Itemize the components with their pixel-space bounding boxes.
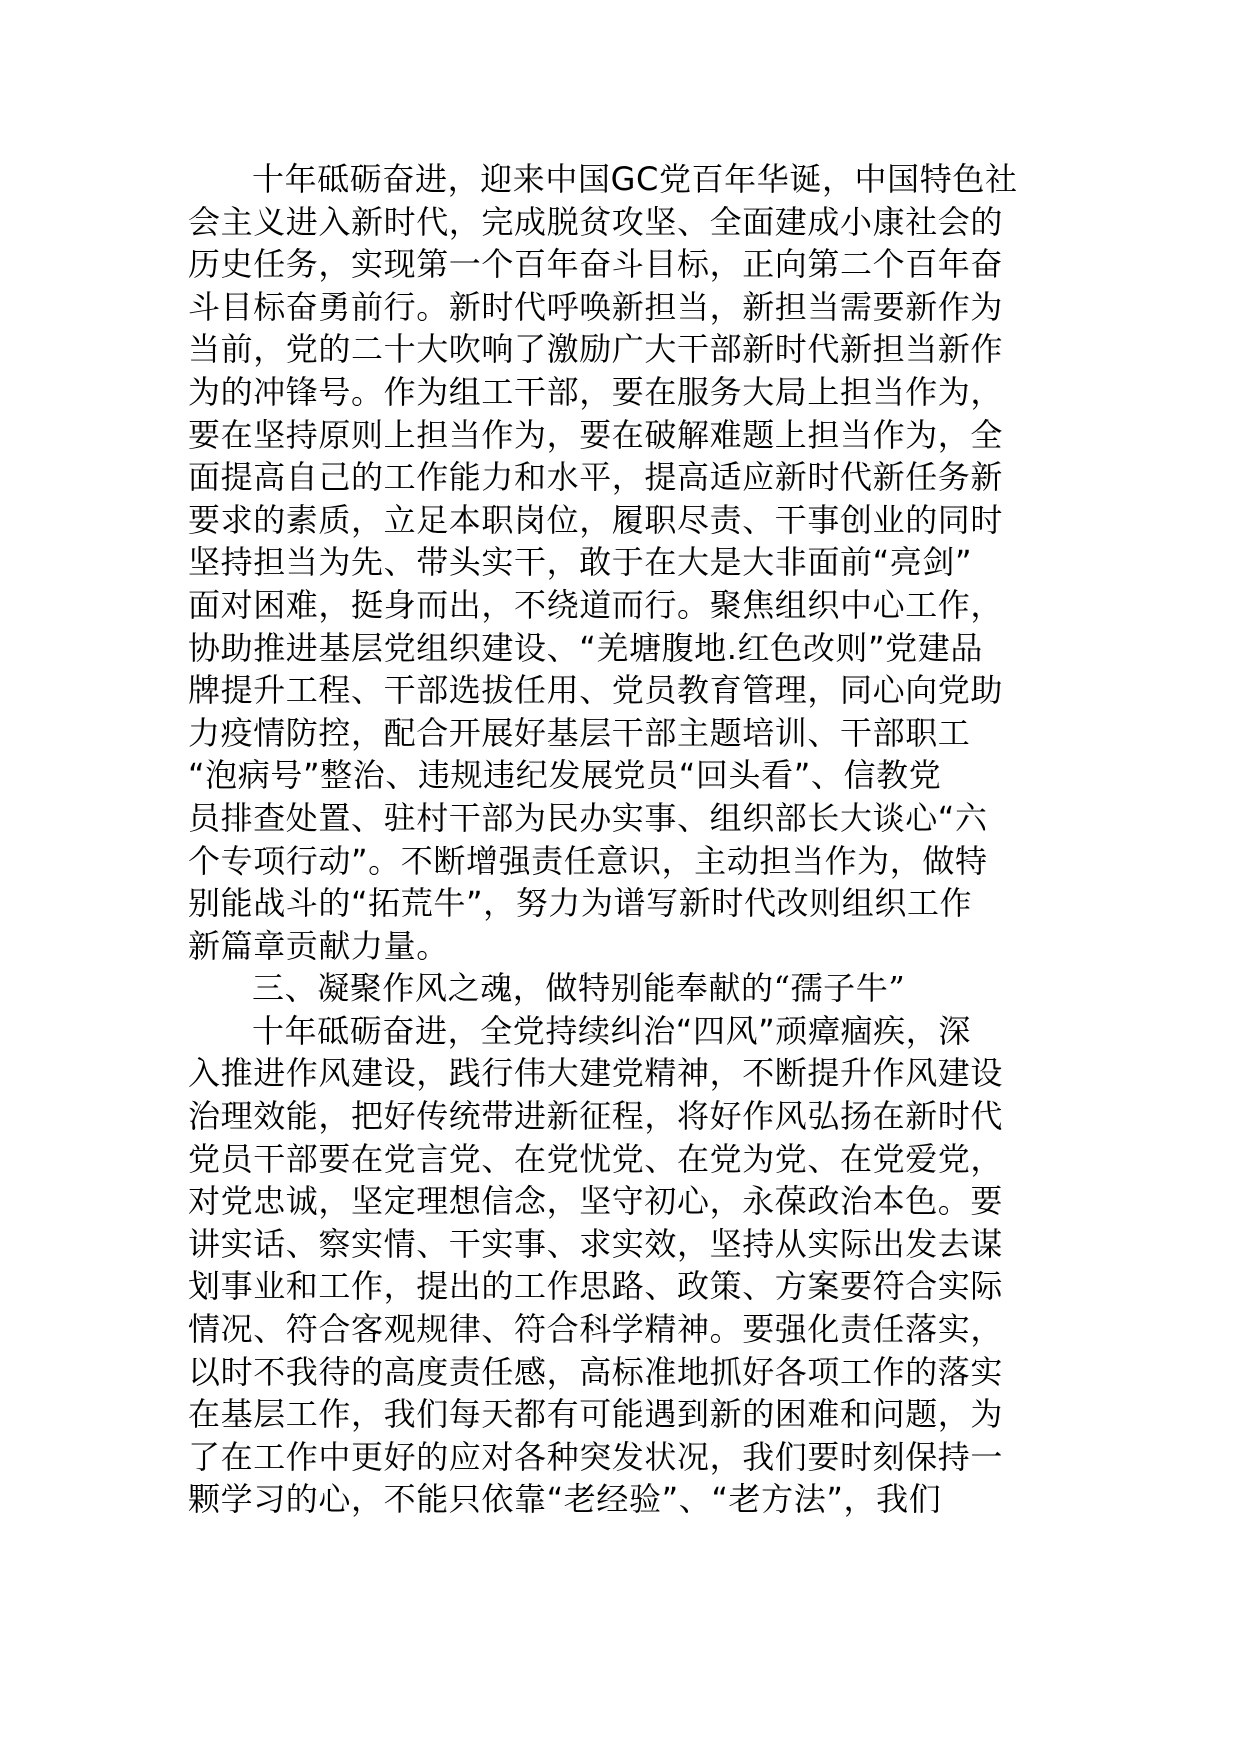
text-line: 个专项行动”。不断增强责任意识，主动担当作为，做特 [188, 841, 988, 880]
text-line: 协助推进基层党组织建设、“羌塘腹地.红色改则”党建品 [188, 628, 983, 667]
paragraph [188, 1010, 1052, 1521]
text-line: 要求的素质，立足本职岗位，履职尽责、干事创业的同时 [188, 500, 1004, 539]
text-line: 斗目标奋勇前行。新时代呼唤新担当，新担当需要新作为 [188, 287, 1004, 326]
text-line: 入推进作风建设，践行伟大建党精神，不断提升作风建设 [188, 1054, 1004, 1093]
text-line: 以时不我待的高度责任感，高标准地抓好各项工作的落实 [188, 1352, 1004, 1391]
text-line: 面对困难，挺身而出，不绕道而行。聚焦组织中心工作， [188, 585, 1004, 624]
text-line: 十年砥砺奋进，全党持续纠治“四风”顽瘴痼疾，深 [252, 1011, 971, 1050]
text-line: 新篇章贡献力量。 [188, 926, 449, 965]
text-line: 划事业和工作，提出的工作思路、政策、方案要符合实际 [188, 1267, 1004, 1306]
text-line: 了在工作中更好的应对各种突发状况，我们要时刻保持一 [188, 1437, 1004, 1476]
text-line: 会主义进入新时代，完成脱贫攻坚、全面建成小康社会的 [188, 202, 1004, 241]
text-line: 面提高自己的工作能力和水平，提高适应新时代新任务新 [188, 458, 1004, 497]
paragraph [188, 158, 1052, 967]
text-line: 历史任务，实现第一个百年奋斗目标，正向第二个百年奋 [188, 245, 1004, 284]
text-line: 牌提升工程、干部选拔任用、党员教育管理，同心向党助 [188, 671, 1004, 710]
text-line: 治理效能，把好传统带进新征程，将好作风弘扬在新时代 [188, 1097, 1004, 1136]
text-line: 十年砥砺奋进，迎来中国GC党百年华诞，中国特色社 [252, 160, 1018, 198]
text-line: 要在坚持原则上担当作为，要在破解难题上担当作为，全 [188, 415, 1004, 454]
section-heading: 三、凝聚作风之魂，做特别能奉献的“孺子牛” [252, 969, 906, 1008]
text-line: 对党忠诚，坚定理想信念，坚守初心，永葆政治本色。要 [188, 1182, 1004, 1221]
text-line: 颗学习的心，不能只依靠“老经验”、“老方法”，我们 [188, 1480, 942, 1519]
text-line: 别能战斗的“拓荒牛”，努力为谱写新时代改则组织工作 [188, 884, 973, 923]
text-line: 党员干部要在党言党、在党忧党、在党为党、在党爱党， [188, 1139, 1004, 1178]
text-line: 坚持担当为先、带头实干，敢于在大是大非面前“亮剑” [188, 543, 973, 582]
text-line: “泡病号”整治、违规违纪发展党员“回头看”、信教党 [188, 756, 942, 795]
text-line: 当前，党的二十大吹响了激励广大干部新时代新担当新作 [188, 330, 1004, 369]
text-line: 在基层工作，我们每天都有可能遇到新的困难和问题，为 [188, 1395, 1004, 1434]
text-line: 力疫情防控，配合开展好基层干部主题培训、干部职工 [188, 713, 971, 752]
document-body [188, 158, 1052, 1521]
text-line: 情况、符合客观规律、符合科学精神。要强化责任落实， [188, 1310, 1004, 1349]
text-line: 讲实话、察实情、干实事、求实效，坚持从实际出发去谋 [188, 1224, 1004, 1263]
text-line: 为的冲锋号。作为组工干部，要在服务大局上担当作为， [188, 372, 1004, 411]
text-line: 员排查处置、驻村干部为民办实事、组织部长大谈心“六 [188, 798, 988, 837]
